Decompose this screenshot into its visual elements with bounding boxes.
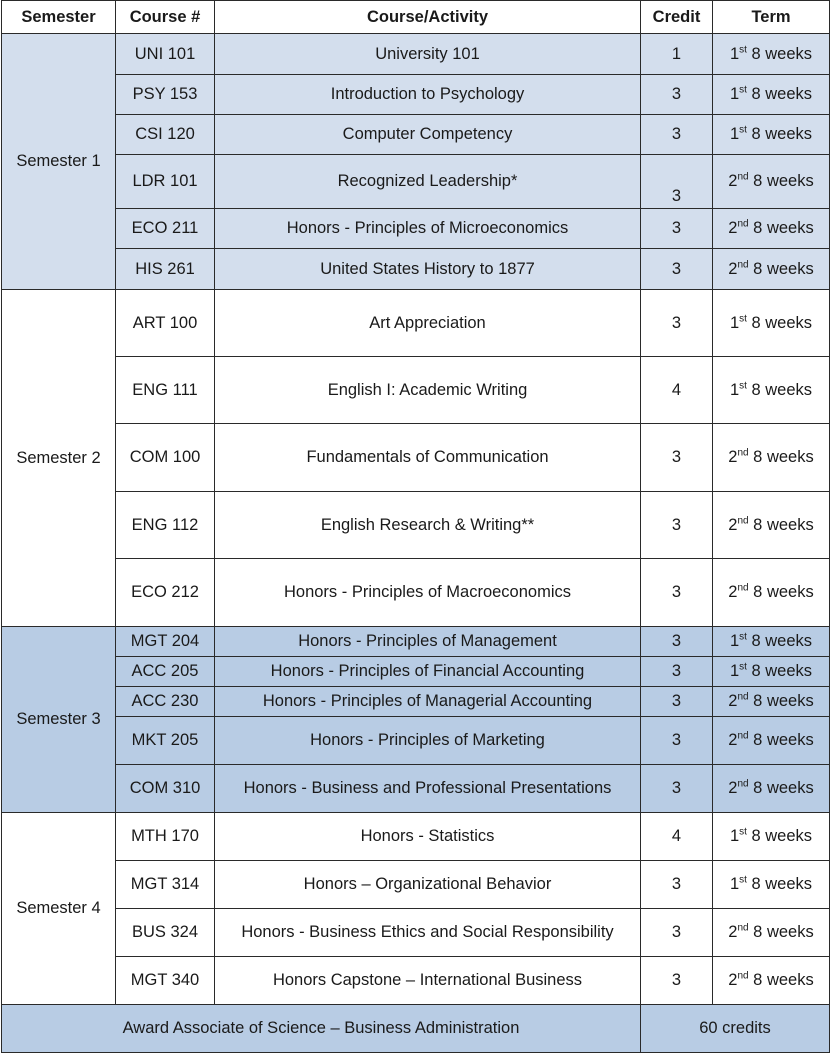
course-credit: 3 — [641, 627, 713, 657]
header-term: Term — [713, 1, 830, 34]
course-number: BUS 324 — [116, 909, 215, 957]
term-suffix: 8 weeks — [746, 662, 813, 681]
term-suffix: 8 weeks — [746, 875, 813, 894]
course-activity: Honors - Principles of Macroeconomics — [215, 559, 641, 627]
term-number: 2 — [728, 971, 738, 990]
term-ordinal: st — [739, 44, 747, 56]
course-credit: 3 — [641, 75, 713, 115]
table-row — [2, 687, 830, 717]
award-credits: 60 credits — [641, 1005, 830, 1053]
course-term — [713, 627, 830, 657]
course-term — [713, 209, 830, 249]
table-row — [2, 115, 830, 155]
course-activity: Honors - Business Ethics and Social Responsibility — [215, 909, 641, 957]
course-term — [713, 357, 830, 424]
course-credit: 3 — [641, 290, 713, 357]
table-row — [2, 155, 830, 209]
term-number: 2 — [728, 172, 738, 191]
term-ordinal: nd — [737, 171, 749, 183]
course-term — [713, 717, 830, 765]
course-credit: 3 — [641, 115, 713, 155]
term-number: 2 — [728, 692, 738, 711]
course-activity: Honors - Principles of Marketing — [215, 717, 641, 765]
course-number: ACC 230 — [116, 687, 215, 717]
term-ordinal: st — [739, 874, 747, 886]
course-number: PSY 153 — [116, 75, 215, 115]
term-ordinal: st — [739, 826, 747, 838]
table-row — [2, 559, 830, 627]
course-credit: 4 — [641, 813, 713, 861]
term-suffix: 8 weeks — [748, 971, 814, 990]
award-label: Award Associate of Science – Business Administration — [2, 1005, 641, 1053]
course-credit: 3 — [641, 249, 713, 290]
term-number: 1 — [729, 44, 740, 63]
course-activity: English Research & Writing** — [215, 492, 641, 559]
course-number: ENG 111 — [116, 357, 215, 424]
course-activity: Art Appreciation — [215, 290, 641, 357]
term-suffix: 8 weeks — [746, 125, 813, 144]
table-row — [2, 957, 830, 1005]
table-row — [2, 290, 830, 357]
course-term — [713, 813, 830, 861]
header-credit: Credit — [641, 1, 713, 34]
course-activity: Honors - Principles of Managerial Accounting — [215, 687, 641, 717]
course-credit: 3 — [641, 957, 713, 1005]
course-activity: Honors - Principles of Microeconomics — [215, 209, 641, 249]
table-row — [2, 34, 830, 75]
course-number: LDR 101 — [116, 155, 215, 209]
term-ordinal: st — [739, 313, 747, 325]
course-term — [713, 249, 830, 290]
term-number: 2 — [728, 583, 738, 602]
course-term — [713, 559, 830, 627]
term-suffix: 8 weeks — [748, 731, 814, 750]
course-credit: 4 — [641, 357, 713, 424]
term-suffix: 8 weeks — [746, 827, 813, 846]
course-number: COM 310 — [116, 765, 215, 813]
table-row — [2, 249, 830, 290]
term-ordinal: nd — [737, 218, 749, 230]
term-number: 2 — [728, 731, 738, 750]
term-number: 1 — [729, 313, 740, 332]
course-credit: 3 — [641, 209, 713, 249]
course-credit: 3 — [641, 657, 713, 687]
course-activity: Fundamentals of Communication — [215, 424, 641, 492]
course-activity: English I: Academic Writing — [215, 357, 641, 424]
term-suffix: 8 weeks — [748, 779, 814, 798]
term-suffix: 8 weeks — [748, 583, 814, 602]
course-credit: 3 — [641, 765, 713, 813]
term-number: 1 — [729, 85, 740, 104]
award-row — [2, 1005, 830, 1053]
course-term — [713, 115, 830, 155]
table-row — [2, 357, 830, 424]
course-activity: Honors - Principles of Financial Accounting — [215, 657, 641, 687]
header-course-number: Course # — [116, 1, 215, 34]
course-credit: 3 — [641, 717, 713, 765]
course-activity: Honors Capstone – International Business — [215, 957, 641, 1005]
semester-label: Semester 1 — [2, 34, 116, 290]
course-credit: 3 — [641, 687, 713, 717]
term-ordinal: st — [739, 124, 747, 136]
course-credit: 1 — [641, 34, 713, 75]
term-suffix: 8 weeks — [746, 85, 813, 104]
course-credit: 3 — [641, 559, 713, 627]
semester-label: Semester 2 — [2, 290, 116, 627]
term-number: 2 — [728, 923, 738, 942]
course-activity: Honors - Statistics — [215, 813, 641, 861]
table-header-row — [2, 1, 830, 34]
course-number: MTH 170 — [116, 813, 215, 861]
header-semester: Semester — [2, 1, 116, 34]
course-credit: 3 — [641, 909, 713, 957]
header-course-activity: Course/Activity — [215, 1, 641, 34]
course-number: ENG 112 — [116, 492, 215, 559]
term-suffix: 8 weeks — [746, 380, 813, 399]
term-suffix: 8 weeks — [748, 172, 814, 191]
term-number: 1 — [729, 380, 740, 399]
term-ordinal: nd — [737, 582, 749, 594]
term-suffix: 8 weeks — [748, 259, 814, 278]
semester-label: Semester 4 — [2, 813, 116, 1005]
course-number: MGT 204 — [116, 627, 215, 657]
table-row — [2, 813, 830, 861]
course-credit: 3 — [641, 492, 713, 559]
course-credit: 3 — [641, 424, 713, 492]
course-number: ECO 211 — [116, 209, 215, 249]
course-credit: 3 — [641, 155, 713, 209]
term-ordinal: st — [739, 84, 747, 96]
term-suffix: 8 weeks — [748, 448, 814, 467]
semester-label: Semester 3 — [2, 627, 116, 813]
course-term — [713, 909, 830, 957]
term-suffix: 8 weeks — [746, 632, 813, 651]
term-number: 1 — [729, 827, 740, 846]
term-ordinal: st — [739, 631, 747, 643]
course-term — [713, 424, 830, 492]
term-ordinal: nd — [737, 259, 749, 271]
table-row — [2, 717, 830, 765]
table-row — [2, 424, 830, 492]
course-number: MGT 340 — [116, 957, 215, 1005]
course-term — [713, 492, 830, 559]
term-suffix: 8 weeks — [748, 515, 814, 534]
term-ordinal: st — [739, 380, 747, 392]
course-number: UNI 101 — [116, 34, 215, 75]
course-term — [713, 657, 830, 687]
course-activity: Honors – Organizational Behavior — [215, 861, 641, 909]
course-number: HIS 261 — [116, 249, 215, 290]
course-number: ECO 212 — [116, 559, 215, 627]
table-row — [2, 492, 830, 559]
term-ordinal: nd — [737, 922, 749, 934]
course-activity: University 101 — [215, 34, 641, 75]
term-number: 1 — [729, 875, 740, 894]
course-term — [713, 687, 830, 717]
course-number: MGT 314 — [116, 861, 215, 909]
term-suffix: 8 weeks — [748, 219, 814, 238]
term-suffix: 8 weeks — [746, 313, 813, 332]
course-activity: Computer Competency — [215, 115, 641, 155]
course-number: CSI 120 — [116, 115, 215, 155]
term-ordinal: nd — [737, 691, 749, 703]
table-row — [2, 861, 830, 909]
term-ordinal: nd — [737, 970, 749, 982]
course-activity: United States History to 1877 — [215, 249, 641, 290]
course-term — [713, 765, 830, 813]
course-number: ACC 205 — [116, 657, 215, 687]
term-number: 2 — [728, 448, 738, 467]
term-number: 1 — [729, 662, 740, 681]
term-ordinal: nd — [737, 515, 749, 527]
term-ordinal: nd — [737, 778, 749, 790]
term-number: 2 — [728, 515, 738, 534]
term-suffix: 8 weeks — [748, 923, 814, 942]
course-activity: Introduction to Psychology — [215, 75, 641, 115]
term-ordinal: st — [739, 661, 747, 673]
course-number: MKT 205 — [116, 717, 215, 765]
table-row — [2, 909, 830, 957]
term-suffix: 8 weeks — [748, 692, 814, 711]
term-number: 2 — [728, 219, 738, 238]
course-activity: Recognized Leadership* — [215, 155, 641, 209]
course-term — [713, 155, 830, 209]
term-number: 1 — [729, 125, 740, 144]
course-activity: Honors - Principles of Management — [215, 627, 641, 657]
course-term — [713, 34, 830, 75]
table-row — [2, 765, 830, 813]
course-number: ART 100 — [116, 290, 215, 357]
table-row — [2, 657, 830, 687]
course-plan-table — [1, 0, 830, 1053]
course-activity: Honors - Business and Professional Presentations — [215, 765, 641, 813]
term-ordinal: nd — [737, 730, 749, 742]
course-term — [713, 290, 830, 357]
table-row — [2, 75, 830, 115]
course-term — [713, 861, 830, 909]
course-term — [713, 75, 830, 115]
term-number: 2 — [728, 259, 738, 278]
term-suffix: 8 weeks — [746, 44, 813, 63]
table-row — [2, 627, 830, 657]
course-credit: 3 — [641, 861, 713, 909]
course-term — [713, 957, 830, 1005]
term-number: 2 — [728, 779, 738, 798]
table-row — [2, 209, 830, 249]
term-number: 1 — [729, 632, 740, 651]
course-number: COM 100 — [116, 424, 215, 492]
term-ordinal: nd — [737, 447, 749, 459]
